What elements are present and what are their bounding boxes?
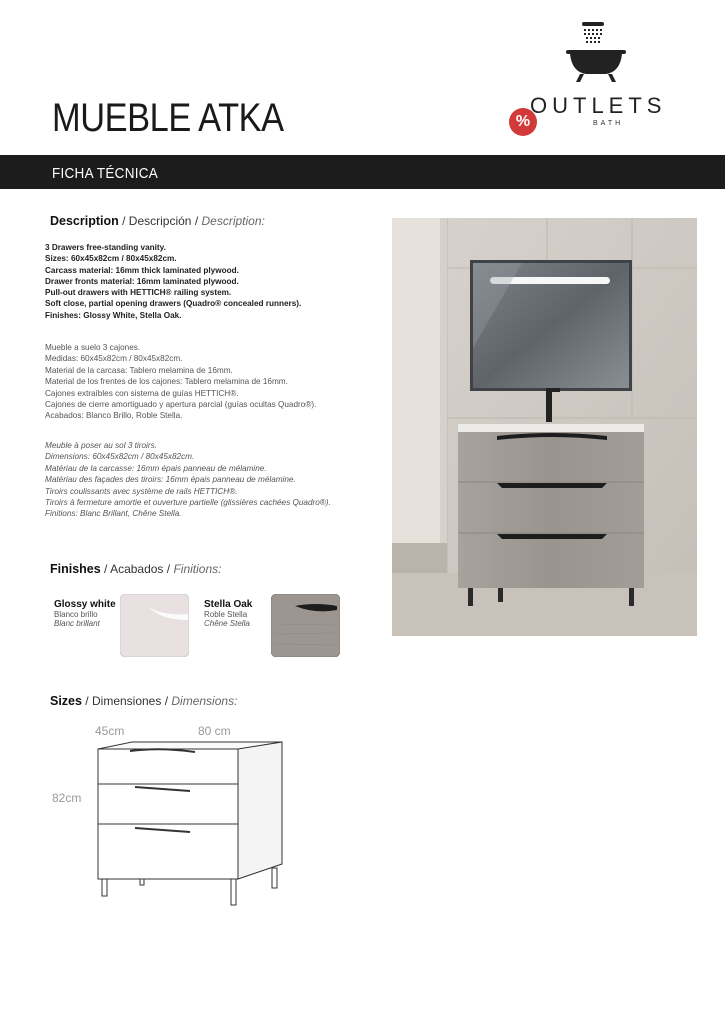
description-heading-es: Descripción (128, 214, 192, 228)
brand-subtitle: BATH (593, 120, 624, 127)
description-line: Soft close, partial opening drawers (Quadro® concealed runners). (45, 299, 302, 309)
description-line: Finitions: Blanc Brillant, Chêne Stella. (45, 509, 182, 519)
description-line: Dimensions: 60x45x82cm / 80x45x82cm. (45, 452, 195, 462)
finish-swatch-glossy-white (120, 594, 189, 657)
description-line: Acabados: Blanco Brillo, Roble Stella. (45, 411, 183, 421)
sizes-heading-es: Dimensiones (91, 694, 162, 708)
cabinet-line-drawing (90, 738, 290, 908)
dimension-height-label: 82cm (52, 791, 82, 805)
description-line: Mueble a suelo 3 cajones. (45, 343, 141, 352)
sizes-heading-en: Sizes (50, 694, 82, 708)
description-line: Carcass material: 16mm thick laminated plywood. (45, 265, 239, 275)
finish-name-fr: Blanc brillant (54, 619, 100, 628)
sizes-heading: Sizes / Dimensiones / Dimensions: (50, 694, 238, 708)
description-line: Sizes: 60x45x82cm / 80x45x82cm. (45, 254, 177, 264)
description-line: Matériau des façades des tiroirs: 16mm épais panneau de mélamine. (45, 475, 296, 485)
description-heading-fr: Description: (201, 214, 265, 228)
finish-name-es: Blanco brillo (54, 610, 98, 619)
section-band-title: FICHA TÉCNICA (52, 165, 159, 182)
description-line: 3 Drawers free-standing vanity. (45, 243, 166, 252)
dimension-width-label: 80 cm (198, 724, 231, 738)
description-line: Material de la carcasa: Tablero melamina de 16mm. (45, 365, 233, 375)
description-heading-en: Description (50, 214, 119, 228)
description-line: Cajones extraíbles con sistema de guías HETTICH®. (45, 388, 239, 398)
page-title: MUEBLE ATKA (52, 96, 284, 140)
description-line: Medidas: 60x45x82cm / 80x45x82cm. (45, 354, 183, 364)
finish-name: Stella Oak (204, 599, 253, 610)
finish-glossy-white (54, 599, 116, 628)
description-line: Drawer fronts material: 16mm laminated plywood. (45, 276, 239, 286)
description-english (45, 242, 375, 321)
finishes-heading: Finishes / Acabados / Finitions: (50, 562, 222, 576)
description-line: Matériau de la carcasse: 16mm épais panneau de mélamine. (45, 463, 267, 473)
finishes-heading-es: Acabados (110, 562, 164, 576)
bathtub-shower-icon (506, 20, 676, 100)
description-line: Meuble à poser au sol 3 tiroirs. (45, 441, 157, 450)
description-line: Cajones de cierre amortiguado y apertura parcial (guías ocultas Quadro®). (45, 400, 317, 410)
discount-badge: % (509, 108, 537, 136)
dimension-depth-label: 45cm (95, 724, 125, 738)
description-line: Pull-out drawers with HETTICH® railing system. (45, 288, 232, 298)
description-line: Material de los frentes de los cajones: Tablero melamina de 16mm. (45, 377, 288, 387)
description-line: Finishes: Glossy White, Stella Oak. (45, 310, 182, 320)
brand-wordmark: OUTLETS (530, 93, 667, 118)
description-heading: Description / Descripción / Description: (50, 214, 265, 228)
description-line: Tiroirs à fermeture amortie et ouverture partielle (glissières cachées Quadro®). (45, 498, 331, 508)
product-photo (392, 218, 697, 636)
finishes-heading-en: Finishes (50, 562, 101, 576)
description-french (45, 440, 385, 520)
finish-swatch-stella-oak (271, 594, 340, 657)
sizes-heading-fr: Dimensions: (171, 694, 238, 708)
description-line: Tiroirs coulissants avec système de rails HETTICH®. (45, 486, 238, 496)
description-spanish (45, 342, 385, 422)
finish-name-fr: Chêne Stella (204, 619, 250, 628)
finish-name: Glossy white (54, 599, 116, 610)
finish-name-es: Roble Stella (204, 610, 248, 619)
finish-stella-oak (204, 599, 252, 628)
finishes-heading-fr: Finitions: (173, 562, 222, 576)
